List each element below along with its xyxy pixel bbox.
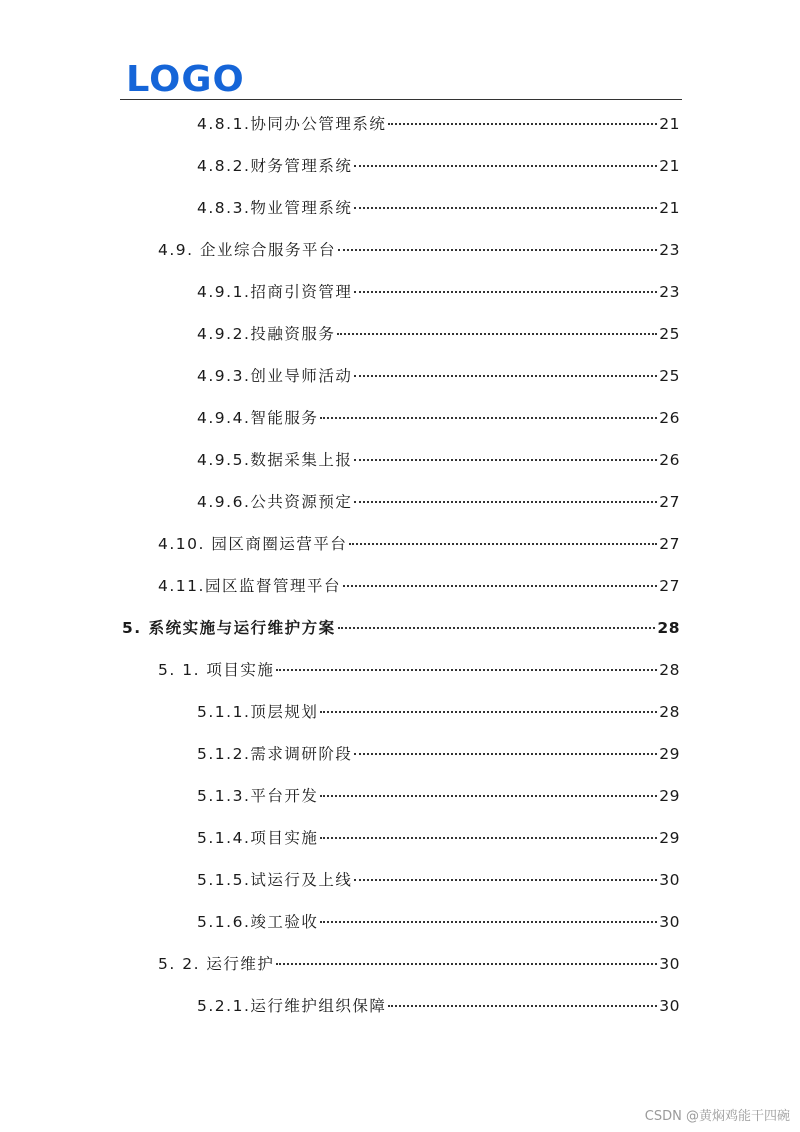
toc-entry-page-number: 26 bbox=[659, 409, 680, 427]
toc-entry[interactable] bbox=[197, 112, 680, 136]
toc-entry-page-number: 27 bbox=[659, 577, 680, 595]
toc-entry[interactable] bbox=[197, 196, 680, 220]
toc-entry-title: 4.9.1.招商引资管理 bbox=[197, 283, 353, 301]
toc-entry-title: 5.1.3.平台开发 bbox=[197, 787, 319, 805]
toc-entry[interactable] bbox=[197, 406, 680, 430]
toc-leader-dots bbox=[354, 501, 657, 503]
toc-entry[interactable] bbox=[158, 658, 680, 682]
toc-entry[interactable] bbox=[197, 154, 680, 178]
toc-entry-page-number: 21 bbox=[659, 199, 680, 217]
toc-leader-dots bbox=[354, 375, 657, 377]
toc-leader-dots bbox=[337, 333, 657, 335]
toc-entry[interactable] bbox=[158, 952, 680, 976]
toc-entry[interactable] bbox=[158, 532, 680, 556]
toc-entry[interactable] bbox=[197, 868, 680, 892]
toc-entry-page-number: 21 bbox=[659, 157, 680, 175]
toc-leader-dots bbox=[320, 921, 657, 923]
toc-entry-page-number: 23 bbox=[659, 241, 680, 259]
toc-leader-dots bbox=[343, 585, 657, 587]
toc-entry-title: 4.10. 园区商圈运营平台 bbox=[158, 535, 348, 553]
toc-leader-dots bbox=[349, 543, 657, 545]
toc-leader-dots bbox=[354, 207, 657, 209]
toc-entry-title: 5.1.5.试运行及上线 bbox=[197, 871, 353, 889]
toc-entry[interactable] bbox=[197, 742, 680, 766]
toc-entry[interactable] bbox=[158, 574, 680, 598]
toc-entry[interactable] bbox=[122, 616, 680, 640]
toc-entry-title: 4.9. 企业综合服务平台 bbox=[158, 241, 337, 259]
toc-entry-title: 4.8.2.财务管理系统 bbox=[197, 157, 353, 175]
toc-entry[interactable] bbox=[197, 448, 680, 472]
toc-entry-page-number: 25 bbox=[659, 367, 680, 385]
toc-leader-dots bbox=[354, 753, 657, 755]
toc-entry[interactable] bbox=[197, 826, 680, 850]
toc-leader-dots bbox=[354, 879, 657, 881]
toc-entry-page-number: 21 bbox=[659, 115, 680, 133]
toc-leader-dots bbox=[354, 459, 657, 461]
toc-entry[interactable] bbox=[197, 280, 680, 304]
toc-entry-title: 5. 2. 运行维护 bbox=[158, 955, 275, 973]
toc-leader-dots bbox=[338, 249, 657, 251]
toc-entry-page-number: 23 bbox=[659, 283, 680, 301]
watermark: CSDN @黄焖鸡能干四碗 bbox=[644, 1109, 790, 1124]
toc-leader-dots bbox=[354, 291, 657, 293]
toc-entry-title: 4.9.2.投融资服务 bbox=[197, 325, 336, 343]
toc-entry-page-number: 29 bbox=[659, 787, 680, 805]
logo: LOGO bbox=[126, 59, 245, 100]
toc-entry-page-number: 28 bbox=[657, 619, 680, 637]
toc-entry-page-number: 25 bbox=[659, 325, 680, 343]
toc-entry[interactable] bbox=[197, 490, 680, 514]
toc-entry-title: 4.9.6.公共资源预定 bbox=[197, 493, 353, 511]
toc-entry-title: 5.1.4.项目实施 bbox=[197, 829, 319, 847]
toc-entry-page-number: 30 bbox=[659, 871, 680, 889]
toc-entry[interactable] bbox=[197, 784, 680, 808]
toc-entry-title: 5.1.1.顶层规划 bbox=[197, 703, 319, 721]
toc-entry-title: 4.8.3.物业管理系统 bbox=[197, 199, 353, 217]
toc-leader-dots bbox=[320, 837, 657, 839]
toc-leader-dots bbox=[388, 1005, 657, 1007]
toc-entry-title: 5.1.2.需求调研阶段 bbox=[197, 745, 353, 763]
toc-entry-title: 4.8.1.协同办公管理系统 bbox=[197, 115, 387, 133]
toc-entry-page-number: 27 bbox=[659, 535, 680, 553]
toc-entry[interactable] bbox=[158, 238, 680, 262]
toc-entry-page-number: 29 bbox=[659, 829, 680, 847]
toc-entry-title: 5.2.1.运行维护组织保障 bbox=[197, 997, 387, 1015]
toc-entry[interactable] bbox=[197, 994, 680, 1018]
toc-leader-dots bbox=[276, 669, 657, 671]
toc-entry-page-number: 27 bbox=[659, 493, 680, 511]
toc-leader-dots bbox=[320, 417, 657, 419]
toc-entry[interactable] bbox=[197, 910, 680, 934]
toc-leader-dots bbox=[388, 123, 657, 125]
toc-entry-page-number: 30 bbox=[659, 913, 680, 931]
toc-entry-page-number: 30 bbox=[659, 955, 680, 973]
toc-entry-page-number: 28 bbox=[659, 703, 680, 721]
toc-entry-title: 5. 系统实施与运行维护方案 bbox=[122, 619, 336, 637]
toc-entry[interactable] bbox=[197, 700, 680, 724]
toc-leader-dots bbox=[320, 795, 657, 797]
toc-entry[interactable] bbox=[197, 364, 680, 388]
toc-entry-title: 4.9.5.数据采集上报 bbox=[197, 451, 353, 469]
toc-entry-page-number: 30 bbox=[659, 997, 680, 1015]
toc-entry-title: 4.11.园区监督管理平台 bbox=[158, 577, 341, 595]
toc-leader-dots bbox=[276, 963, 657, 965]
toc-entry[interactable] bbox=[197, 322, 680, 346]
toc-entry-title: 4.9.3.创业导师活动 bbox=[197, 367, 353, 385]
toc-entry-page-number: 26 bbox=[659, 451, 680, 469]
toc-leader-dots bbox=[338, 627, 656, 629]
toc-entry-title: 4.9.4.智能服务 bbox=[197, 409, 319, 427]
toc-entry-page-number: 29 bbox=[659, 745, 680, 763]
toc-entry-page-number: 28 bbox=[659, 661, 680, 679]
toc-leader-dots bbox=[320, 711, 657, 713]
header-divider bbox=[120, 99, 682, 100]
toc-entry-title: 5. 1. 项目实施 bbox=[158, 661, 275, 679]
toc-leader-dots bbox=[354, 165, 657, 167]
toc-entry-title: 5.1.6.竣工验收 bbox=[197, 913, 319, 931]
